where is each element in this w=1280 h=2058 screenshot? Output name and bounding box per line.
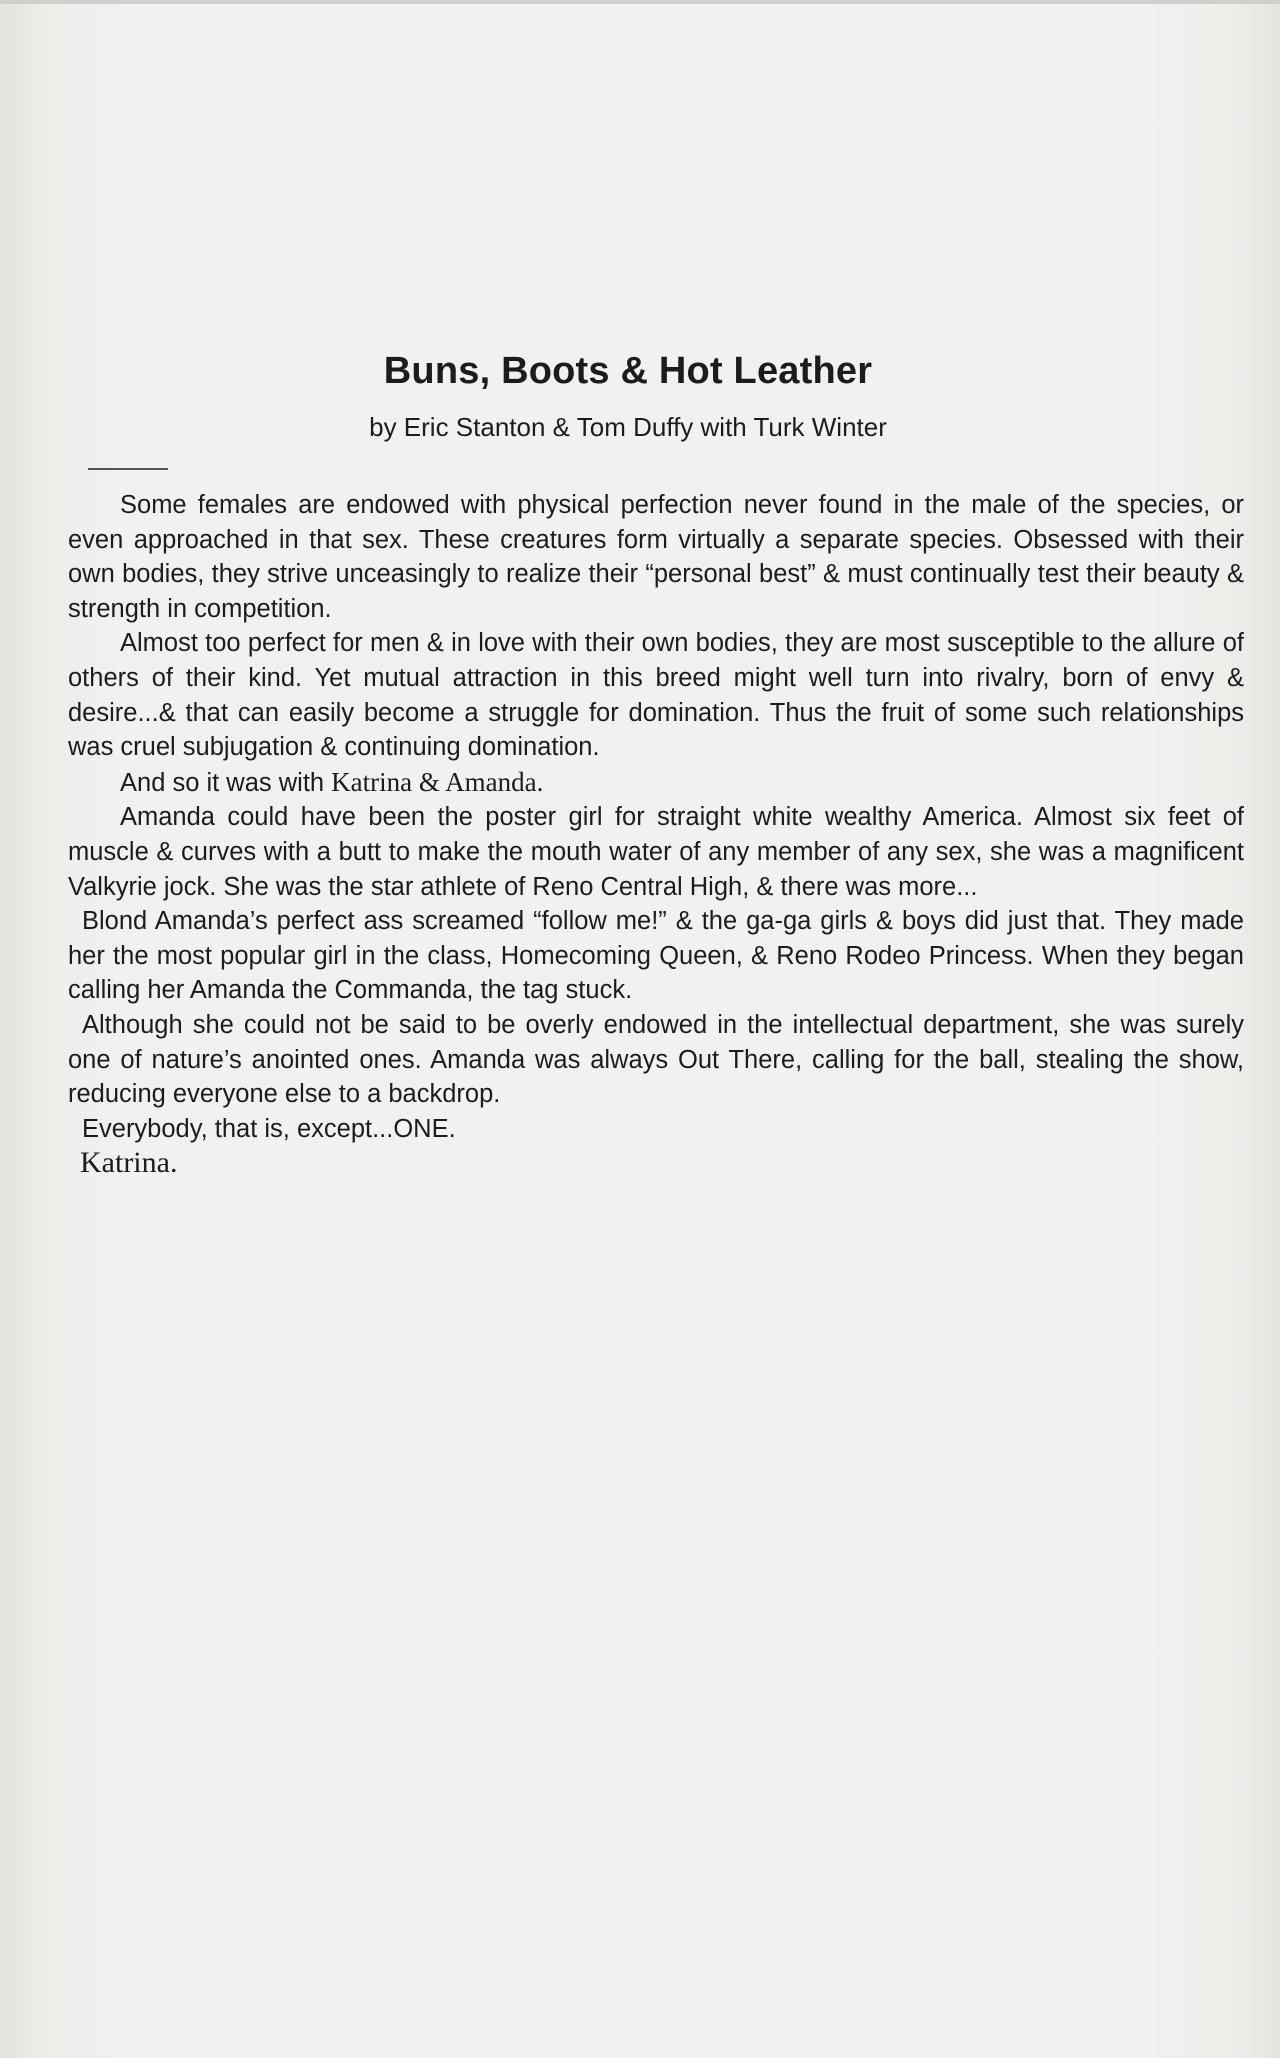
paragraph-5: Blond Amanda’s perfect ass screamed “follow me!” & the ga-ga girls & boys did just that. They made her the most popular girl in the class, Homecoming Queen, & Reno Rodeo Princess. When they began calling her Amanda the Commanda, the tag stuck. (68, 907, 1244, 1005)
paragraph-1: Some females are endowed with physical perfection never found in the male of the species, or even approached in that sex. These creatures form virtually a separate species. Obsessed with their own bodies, they strive unceasingly to realize their “personal best” & must continually test their beauty & strength in competition. (68, 491, 1244, 623)
paragraph-4: Amanda could have been the poster girl for straight white wealthy America. Almost six feet of muscle & curves with a butt to make the mouth water of any member of any sex, she was a magnificent Valkyrie jock. She was the star athlete of Reno Central High, & there was more... (68, 803, 1244, 901)
article-byline: by Eric Stanton & Tom Duffy with Turk Winter (369, 412, 887, 442)
paragraph-2: Almost too perfect for men & in love with their own bodies, they are most susceptible to the allure of others of their kind. Yet mutual attraction in this breed might well turn into rivalry, born of envy & desire...& that can easily become a struggle for domination. Thus the fruit of some such relationships was cruel subjugation & continuing domination. (68, 629, 1244, 762)
paragraph-7: Everybody, that is, except...ONE. (82, 1114, 456, 1143)
paragraph-3-lead: And so it was with (120, 768, 332, 797)
article-body (68, 488, 1244, 1181)
paragraph-6: Although she could not be said to be overly endowed in the intellectual department, she was surely one of nature’s anointed ones. Amanda was always Out There, calling for the ball, stealing the show, reducing everyone else to a backdrop. (68, 1010, 1244, 1109)
closing-line: Katrina. (80, 1146, 178, 1180)
paragraph-3 (68, 765, 1244, 801)
paragraph-3-names: Katrina & Amanda. (331, 766, 544, 797)
page-top-edge (0, 0, 1280, 4)
section-divider (88, 468, 168, 470)
article-title: Buns, Boots & Hot Leather (383, 350, 873, 392)
